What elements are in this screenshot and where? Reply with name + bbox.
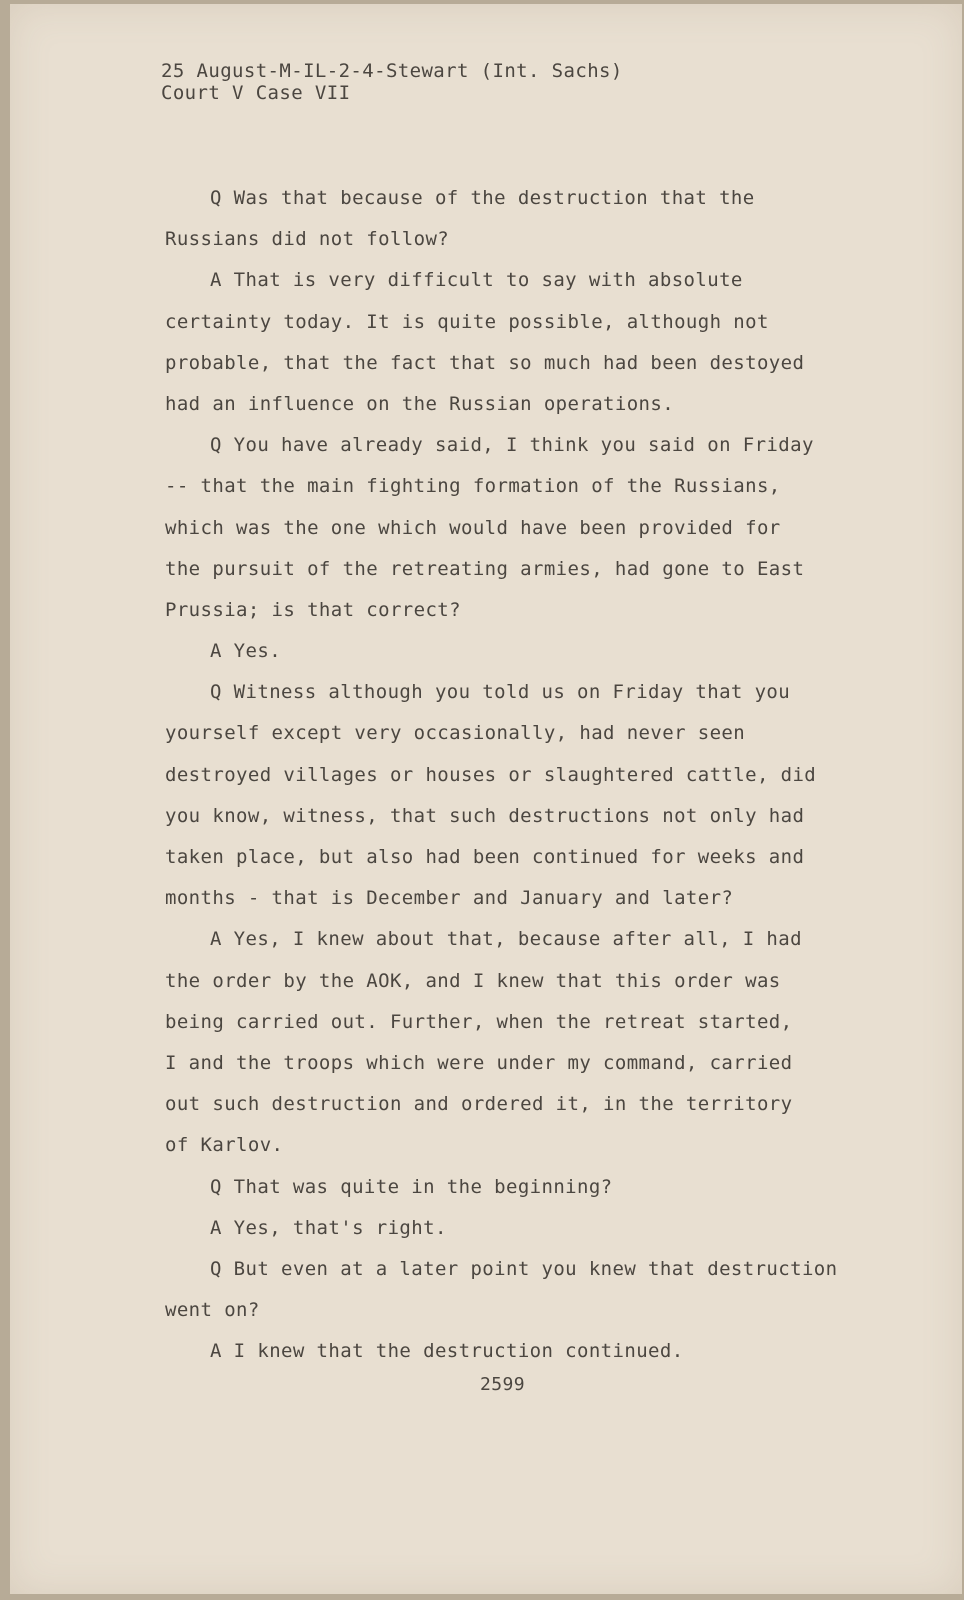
transcript-line: certainty today. It is quite possible, although not [165, 310, 769, 333]
transcript-line: -- that the main fighting formation of the Russians, [165, 475, 781, 498]
document-page [10, 4, 962, 1594]
transcript-line: A Yes. [210, 640, 282, 663]
transcript-line: being carried out. Further, when the retreat started, [165, 1010, 793, 1033]
transcript-line: Q You have already said, I think you said on Friday [210, 434, 814, 457]
transcript-line: out such destruction and ordered it, in the territory [165, 1093, 793, 1116]
transcript-line: Russians did not follow? [165, 228, 450, 251]
transcript-line: probable, that the fact that so much had been destoyed [165, 351, 805, 374]
transcript-line: Q But even at a later point you knew that destruction [210, 1257, 838, 1280]
transcript-line: Prussia; is that correct? [165, 598, 461, 621]
header-court-case: Court V Case VII [161, 82, 351, 104]
transcript-line: taken place, but also had been continued for weeks and [165, 846, 805, 868]
header-reference: 25 August-M-IL-2-4-Stewart (Int. Sachs) [161, 60, 623, 82]
transcript-line: had an influence on the Russian operations. [165, 392, 675, 415]
transcript-line: which was the one which would have been provided for [165, 516, 781, 539]
transcript-line: yourself except very occasionally, had never seen [165, 722, 746, 745]
page-number: 2599 [480, 1374, 525, 1395]
document-header [161, 60, 623, 104]
transcript-line: A That is very difficult to say with absolute [210, 269, 743, 292]
transcript-line: you know, witness, that such destructions not only had [165, 804, 805, 827]
transcript-line: of Karlov. [165, 1134, 284, 1157]
transcript-body [165, 178, 945, 1372]
transcript-line: Q Witness although you told us on Friday that you [210, 681, 791, 704]
transcript-line: months - that is December and January and later? [165, 887, 734, 910]
transcript-line: A Yes, I knew about that, because after all, I had [210, 928, 802, 951]
transcript-line: the order by the AOK, and I knew that this order was [165, 969, 781, 992]
transcript-line: destroyed villages or houses or slaughtered cattle, did [165, 763, 817, 786]
transcript-line: I and the troops which were under my command, carried [165, 1051, 793, 1074]
transcript-line: the pursuit of the retreating armies, had gone to East [165, 557, 805, 580]
transcript-line: A Yes, that's right. [210, 1216, 447, 1239]
transcript-line: Q Was that because of the destruction that the [210, 187, 755, 209]
transcript-line: went on? [165, 1299, 260, 1322]
transcript-line: Q That was quite in the beginning? [210, 1175, 613, 1198]
transcript-line: A I knew that the destruction continued. [210, 1340, 684, 1363]
